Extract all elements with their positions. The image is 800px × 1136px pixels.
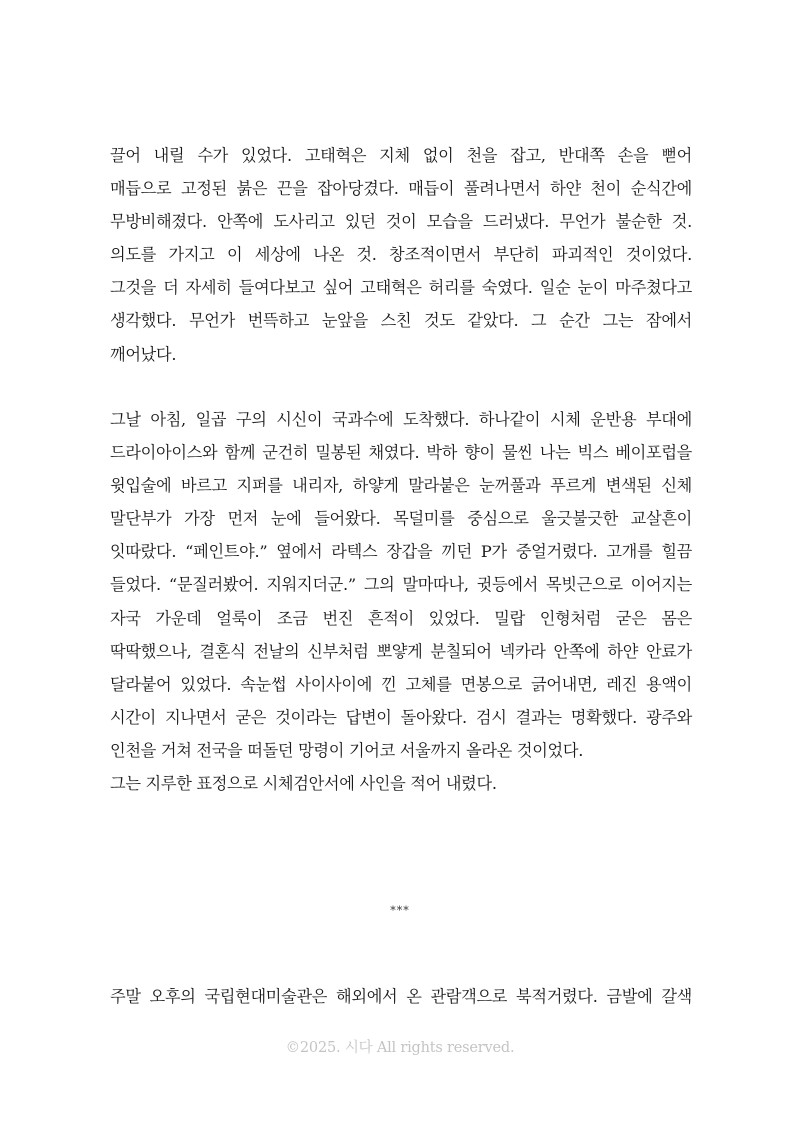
text-line: 딱딱했으나, 결혼식 전날의 신부처럼 뽀얗게 분칠되어 넥카라 안쪽에 하얀 안료가 [110, 641, 692, 661]
copyright-footer: ©2025. 시다 All rights reserved. [285, 1040, 515, 1056]
text-line: 그것을 더 자세히 들여다보고 싶어 고태혁은 허리를 숙였다. 일순 눈이 마주쳤다고 [110, 278, 692, 298]
section-separator: *** [390, 904, 410, 917]
text-line: 윗입술에 바르고 지퍼를 내리자, 하얗게 말라붙은 눈꺼풀과 푸르게 변색된 신체 [110, 476, 692, 496]
text-line: 잇따랐다. “페인트야.” 옆에서 라텍스 장갑을 끼던 P가 중얼거렸다. 고개를 힐끔 [110, 542, 692, 562]
text-line: 달라붙어 있었다. 속눈썹 사이사이에 낀 고체를 면봉으로 긁어내면, 레진 용액이 [110, 674, 692, 694]
text-line: 주말 오후의 국립현대미술관은 해외에서 온 관람객으로 북적거렸다. 금발에 갈색 [110, 987, 692, 1006]
text-line: 무방비해졌다. 안쪽에 도사리고 있던 것이 모습을 드러냈다. 무언가 불순한 것. [110, 212, 692, 232]
text-line: 끌어 내릴 수가 있었다. 고태혁은 지체 없이 천을 잡고, 반대쪽 손을 뻗어 [110, 146, 692, 165]
text-line: 자국 가운데 얼룩이 조금 번진 흔적이 있었다. 밀랍 인형처럼 굳은 몸은 [110, 608, 692, 628]
text-line: 말단부가 가장 먼저 눈에 들어왔다. 목덜미를 중심으로 울긋불긋한 교살흔이 [110, 509, 692, 529]
text-line: 드라이아이스와 함께 군건히 밀봉된 채였다. 박하 향이 물씬 나는 빅스 베이포럽을 [110, 443, 692, 463]
text-line: 깨어났다. [110, 344, 177, 364]
text-line: 그날 아침, 일곱 구의 시신이 국과수에 도착했다. 하나같이 시체 운반용 부대에 [110, 410, 692, 429]
text-line: 그는 지루한 표정으로 시체검안서에 사인을 적어 내렸다. [110, 774, 497, 794]
paragraph-2 [110, 403, 692, 800]
paragraph-1 [110, 139, 692, 371]
text-line: 인천을 거쳐 전국을 떠돌던 망령이 기어코 서울까지 올라온 것이었다. [110, 740, 584, 760]
text-line: 생각했다. 무언가 번뜩하고 눈앞을 스친 것도 같았다. 그 순간 그는 잠에서 [110, 311, 692, 331]
text-line: 들었다. “문질러봤어. 지워지더군.” 그의 말마따나, 귓등에서 목빗근으로 이어지는 [110, 575, 692, 595]
text-line: 의도를 가지고 이 세상에 나온 것. 창조적이면서 부단히 파괴적인 것이었다. [110, 245, 692, 265]
paragraph-3 [110, 980, 692, 1013]
text-line: 매듭으로 고정된 붉은 끈을 잡아당겼다. 매듭이 풀려나면서 하얀 천이 순식간에 [110, 179, 692, 199]
text-line: 시간이 지나면서 굳은 것이라는 답변이 돌아왔다. 검시 결과는 명확했다. 광주와 [110, 707, 692, 727]
